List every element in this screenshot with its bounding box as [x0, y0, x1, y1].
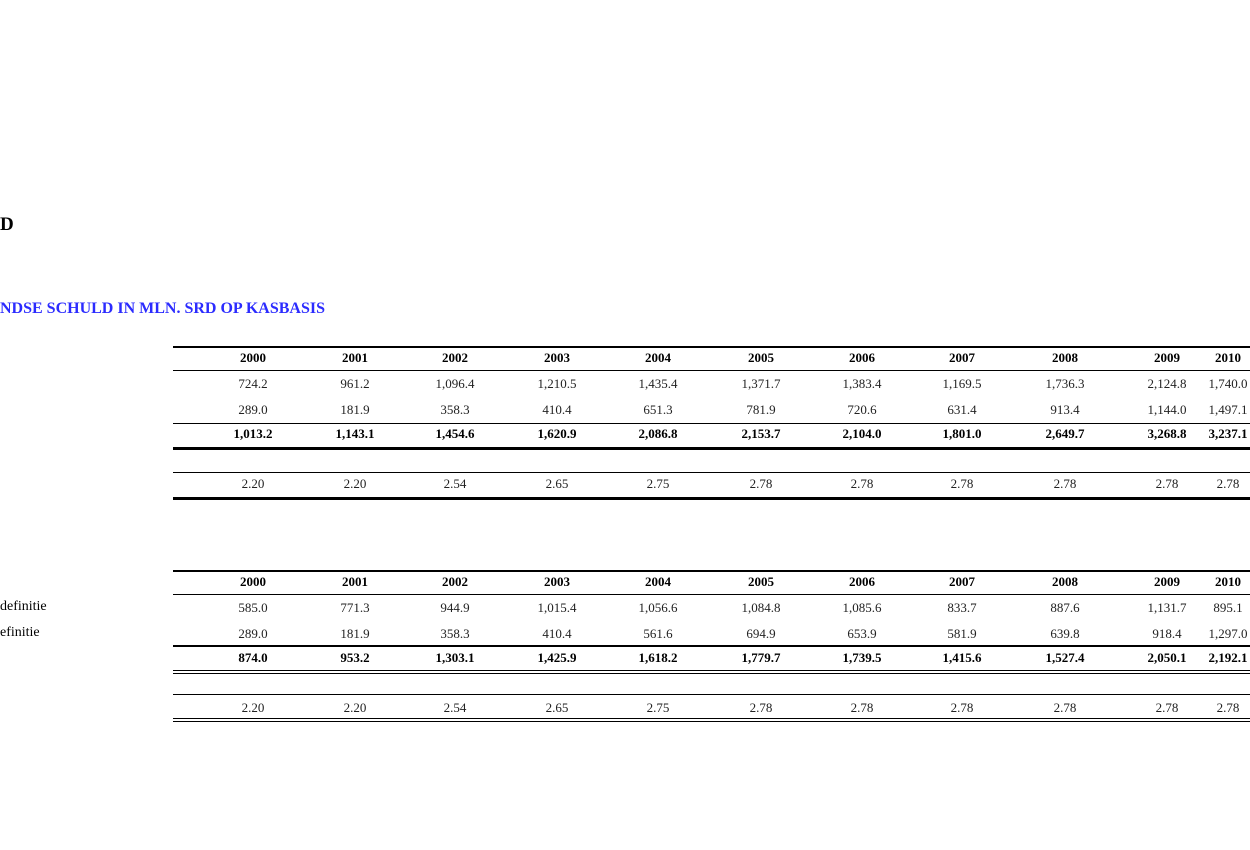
table-cell: 1,740.0 — [1208, 376, 1248, 391]
year-header-row — [173, 349, 1250, 367]
table-cell: 724.2 — [238, 376, 268, 391]
table-cell: 771.3 — [340, 600, 370, 615]
rate-cell: 2.78 — [1155, 700, 1179, 715]
table-cell: 410.4 — [542, 402, 572, 417]
exchange-rate-row — [173, 475, 1250, 493]
rate-cell: 2.20 — [241, 700, 265, 715]
table-row — [173, 375, 1250, 393]
total-cell: 1,779.7 — [741, 650, 781, 665]
table-cell: 961.2 — [340, 376, 370, 391]
year-cell: 2008 — [1052, 350, 1078, 365]
table-cell: 631.4 — [947, 402, 977, 417]
rate-cell: 2.20 — [241, 476, 265, 491]
rate-cell: 2.75 — [646, 700, 670, 715]
year-cell: 2007 — [949, 350, 975, 365]
table-cell: 1,084.8 — [741, 600, 781, 615]
table-cell: 913.4 — [1050, 402, 1080, 417]
year-cell: 2004 — [645, 350, 671, 365]
table-cell: 289.0 — [238, 402, 268, 417]
total-row — [173, 425, 1250, 443]
table-cell: 1,435.4 — [638, 376, 678, 391]
rate-cell: 2.78 — [1053, 476, 1077, 491]
debt-table-1 — [173, 346, 1250, 502]
year-cell: 2005 — [748, 574, 774, 589]
table-cell: 887.6 — [1050, 600, 1080, 615]
total-cell: 2,104.0 — [842, 426, 882, 441]
total-cell: 1,303.1 — [435, 650, 475, 665]
total-cell: 1,013.2 — [233, 426, 273, 441]
table-cell: 1,144.0 — [1147, 402, 1187, 417]
table-cell: 1,056.6 — [638, 600, 678, 615]
year-cell: 2000 — [240, 574, 266, 589]
section-heading: D — [0, 214, 14, 235]
year-cell: 2010 — [1215, 574, 1241, 589]
rate-cell: 2.75 — [646, 476, 670, 491]
table-cell: 895.1 — [1213, 600, 1243, 615]
table-cell: 2,124.8 — [1147, 376, 1187, 391]
year-cell: 2009 — [1154, 350, 1180, 365]
table-cell: 653.9 — [847, 626, 877, 641]
total-cell: 1,618.2 — [638, 650, 678, 665]
total-cell: 1,801.0 — [942, 426, 982, 441]
table-cell: 918.4 — [1152, 626, 1182, 641]
year-cell: 2001 — [342, 350, 368, 365]
debt-table-2 — [173, 570, 1250, 726]
table-cell: 410.4 — [542, 626, 572, 641]
total-cell: 874.0 — [238, 650, 268, 665]
year-cell: 2002 — [442, 574, 468, 589]
table-cell: 1,085.6 — [842, 600, 882, 615]
table-cell: 1,169.5 — [942, 376, 982, 391]
total-cell: 3,268.8 — [1147, 426, 1187, 441]
year-cell: 2004 — [645, 574, 671, 589]
rate-cell: 2.78 — [1053, 700, 1077, 715]
rate-cell: 2.20 — [343, 476, 367, 491]
year-cell: 2000 — [240, 350, 266, 365]
total-cell: 1,143.1 — [335, 426, 375, 441]
rate-cell: 2.78 — [950, 700, 974, 715]
table-cell: 358.3 — [440, 626, 470, 641]
total-cell: 1,739.5 — [842, 650, 882, 665]
table-cell: 585.0 — [238, 600, 268, 615]
year-cell: 2009 — [1154, 574, 1180, 589]
rate-cell: 2.78 — [850, 476, 874, 491]
total-cell: 1,620.9 — [537, 426, 577, 441]
total-cell: 2,649.7 — [1045, 426, 1085, 441]
rate-cell: 2.20 — [343, 700, 367, 715]
rate-cell: 2.54 — [443, 700, 467, 715]
table-cell: 561.6 — [643, 626, 673, 641]
total-cell: 953.2 — [340, 650, 370, 665]
table-row — [173, 401, 1250, 419]
total-cell: 2,086.8 — [638, 426, 678, 441]
total-cell: 3,237.1 — [1208, 426, 1248, 441]
year-cell: 2005 — [748, 350, 774, 365]
year-header-row — [173, 573, 1250, 591]
rate-cell: 2.78 — [749, 700, 773, 715]
rate-cell: 2.78 — [1216, 476, 1240, 491]
year-cell: 2007 — [949, 574, 975, 589]
total-cell: 1,527.4 — [1045, 650, 1085, 665]
rate-cell: 2.78 — [749, 476, 773, 491]
rate-cell: 2.78 — [950, 476, 974, 491]
year-cell: 2010 — [1215, 350, 1241, 365]
total-cell: 2,192.1 — [1208, 650, 1248, 665]
total-cell: 2,153.7 — [741, 426, 781, 441]
table-cell: 1,297.0 — [1208, 626, 1248, 641]
year-cell: 2002 — [442, 350, 468, 365]
year-cell: 2006 — [849, 574, 875, 589]
total-cell: 1,415.6 — [942, 650, 982, 665]
table-cell: 181.9 — [340, 626, 370, 641]
table-cell: 944.9 — [440, 600, 470, 615]
rate-cell: 2.65 — [545, 476, 569, 491]
table-cell: 289.0 — [238, 626, 268, 641]
table-cell: 781.9 — [746, 402, 776, 417]
year-cell: 2008 — [1052, 574, 1078, 589]
total-row — [173, 649, 1250, 667]
exchange-rate-row — [173, 699, 1250, 717]
table-cell: 651.3 — [643, 402, 673, 417]
table-title: NDSE SCHULD IN MLN. SRD OP KASBASIS — [0, 300, 325, 317]
table-cell: 581.9 — [947, 626, 977, 641]
table-cell: 1,210.5 — [537, 376, 577, 391]
row-label: definitie — [0, 599, 47, 614]
table-row — [173, 625, 1250, 643]
year-cell: 2003 — [544, 574, 570, 589]
table-cell: 694.9 — [746, 626, 776, 641]
table-cell: 1,015.4 — [537, 600, 577, 615]
year-cell: 2003 — [544, 350, 570, 365]
table-cell: 1,736.3 — [1045, 376, 1085, 391]
total-cell: 1,425.9 — [537, 650, 577, 665]
table-cell: 833.7 — [947, 600, 977, 615]
rate-cell: 2.54 — [443, 476, 467, 491]
year-cell: 2001 — [342, 574, 368, 589]
table-row — [173, 599, 1250, 617]
year-cell: 2006 — [849, 350, 875, 365]
rate-cell: 2.78 — [850, 700, 874, 715]
table-cell: 1,497.1 — [1208, 402, 1248, 417]
table-cell: 639.8 — [1050, 626, 1080, 641]
table-cell: 1,131.7 — [1147, 600, 1187, 615]
table-cell: 1,371.7 — [741, 376, 781, 391]
table-cell: 1,383.4 — [842, 376, 882, 391]
row-label: efinitie — [0, 625, 40, 640]
table-cell: 358.3 — [440, 402, 470, 417]
table-cell: 720.6 — [847, 402, 877, 417]
total-cell: 1,454.6 — [435, 426, 475, 441]
table-cell: 1,096.4 — [435, 376, 475, 391]
total-cell: 2,050.1 — [1147, 650, 1187, 665]
rate-cell: 2.78 — [1216, 700, 1240, 715]
rate-cell: 2.65 — [545, 700, 569, 715]
table-cell: 181.9 — [340, 402, 370, 417]
rate-cell: 2.78 — [1155, 476, 1179, 491]
